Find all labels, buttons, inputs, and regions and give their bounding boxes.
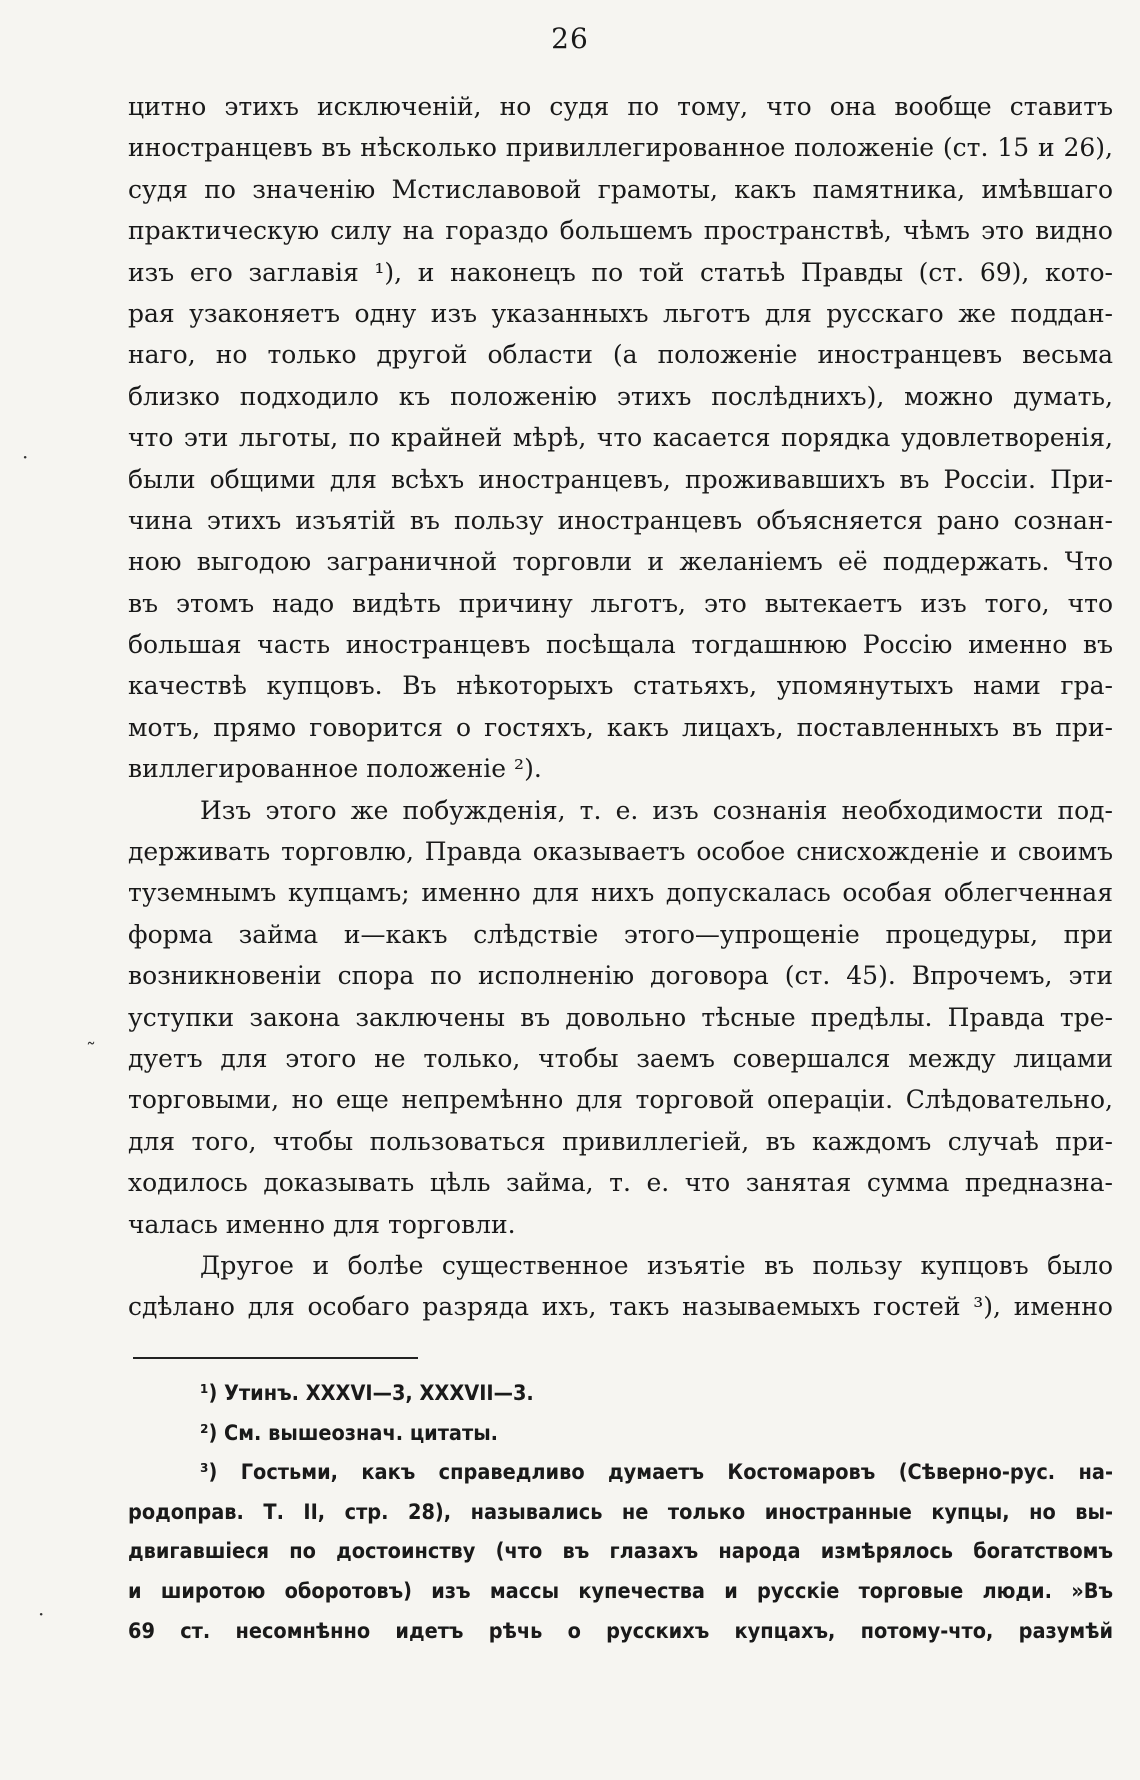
text-line: цитно этихъ исключеній, но судя по тому, что она вообще ставитъ xyxy=(128,92,1113,121)
text-line: ходилось доказывать цѣль займа, т. е. что занятая сумма предназна- xyxy=(128,1168,1113,1198)
text-line: мотъ, прямо говорится о гостяхъ, какъ лицахъ, поставленныхъ въ при- xyxy=(128,712,1113,742)
text-line: для того, чтобы пользоваться привиллегіей, въ каждомъ случаѣ при- xyxy=(128,1126,1113,1156)
text-line: рая узаконяетъ одну изъ указанныхъ льготъ для русскаго же поддан- xyxy=(128,298,1113,328)
text-line: форма займа и—какъ слѣдствіе этого—упрощеніе процедуры, при xyxy=(128,919,1113,949)
text-line: сдѣлано для особаго разряда ихъ, такъ называемыхъ гостей ³), именно xyxy=(128,1292,1113,1322)
text-line: изъ его заглавія ¹), и наконецъ по той статьѣ Правды (ст. 69), кото- xyxy=(128,257,1113,287)
main-text xyxy=(128,86,1113,1328)
text-line: ною выгодою заграничной торговли и желаніемъ её поддержать. Что xyxy=(128,547,1113,577)
text-line: качествѣ купцовъ. Въ нѣкоторыхъ статьяхъ, упомянутыхъ нами гра- xyxy=(128,671,1113,701)
footnote-3: ³) Гостьми, какъ справедливо думаетъ Костомаровъ (Сѣверно-рус. на- xyxy=(200,1460,1113,1486)
margin-dot: · xyxy=(22,445,29,469)
text-line: возникновеніи спора по исполненію договора (ст. 45). Впрочемъ, эти xyxy=(128,961,1113,991)
page-number: 26 xyxy=(551,22,589,55)
text-line: туземнымъ купцамъ; именно для нихъ допускалась особая облегченная xyxy=(128,878,1113,908)
text-line: практическую силу на гораздо большемъ пространствѣ, чѣмъ это видно xyxy=(128,216,1113,246)
text-line: близко подходило къ положенію этихъ послѣднихъ), можно думать, xyxy=(128,381,1113,411)
paragraph-first-line: Изъ этого же побужденія, т. е. изъ сознанія необходимости под- xyxy=(200,795,1113,825)
text-line: большая часть иностранцевъ посѣщала тогдашнюю Россію именно въ xyxy=(128,630,1113,660)
paragraph-first-line: Другое и болѣе существенное изъятіе въ пользу купцовъ было xyxy=(200,1250,1113,1280)
text-line: уступки закона заключены въ довольно тѣсные предѣлы. Правда тре- xyxy=(128,1002,1113,1032)
margin-dot: · xyxy=(38,1602,45,1626)
text-line: наго, но только другой области (а положеніе иностранцевъ весьма xyxy=(128,340,1113,370)
footnote-line: 69 ст. несомнѣнно идетъ рѣчь о русскихъ купцахъ, потому-что, разумѣй xyxy=(128,1618,1113,1644)
footnotes xyxy=(128,1374,1113,1651)
text-line: виллегированное положеніе ²). xyxy=(128,754,542,784)
text-line: были общими для всѣхъ иностранцевъ, проживавшихъ въ Россіи. При- xyxy=(128,464,1113,494)
margin-mark: ˜ xyxy=(86,1038,96,1062)
footnote-line: двигавшіеся по достоинству (что въ глазахъ народа измѣрялось богатствомъ xyxy=(128,1539,1113,1565)
footnote-2: ²) См. вышеознач. цитаты. xyxy=(200,1420,499,1446)
text-line: судя по значенію Мстиславовой грамоты, какъ памятника, имѣвшаго xyxy=(128,174,1113,204)
text-line: въ этомъ надо видѣть причину льготъ, это вытекаетъ изъ того, что xyxy=(128,588,1113,618)
footnote-divider xyxy=(133,1357,418,1359)
text-line: чалась именно для торговли. xyxy=(128,1209,516,1239)
footnote-1: ¹) Утинъ. XXXVI—3, XXXVII—3. xyxy=(200,1381,534,1406)
footnote-line: и широтою оборотовъ) изъ массы купечества и русскіе торговые люди. »Въ xyxy=(128,1578,1113,1604)
text-line: чина этихъ изъятій въ пользу иностранцевъ объясняется рано сознан- xyxy=(128,505,1113,535)
text-line: дуетъ для этого не только, чтобы заемъ совершался между лицами xyxy=(128,1043,1113,1073)
text-line: торговыми, но еще непремѣнно для торговой операціи. Слѣдовательно, xyxy=(128,1085,1113,1115)
text-line: держивать торговлю, Правда оказываетъ особое снисхожденіе и своимъ xyxy=(128,837,1113,867)
text-line: иностранцевъ въ нѣсколько привиллегированное положеніе (ст. 15 и 26), xyxy=(128,133,1113,163)
text-line: что эти льготы, по крайней мѣрѣ, что касается порядка удовлетворенія, xyxy=(128,423,1113,453)
footnote-line: родоправ. Т. II, стр. 28), назывались не только иностранные купцы, но вы- xyxy=(128,1499,1113,1525)
